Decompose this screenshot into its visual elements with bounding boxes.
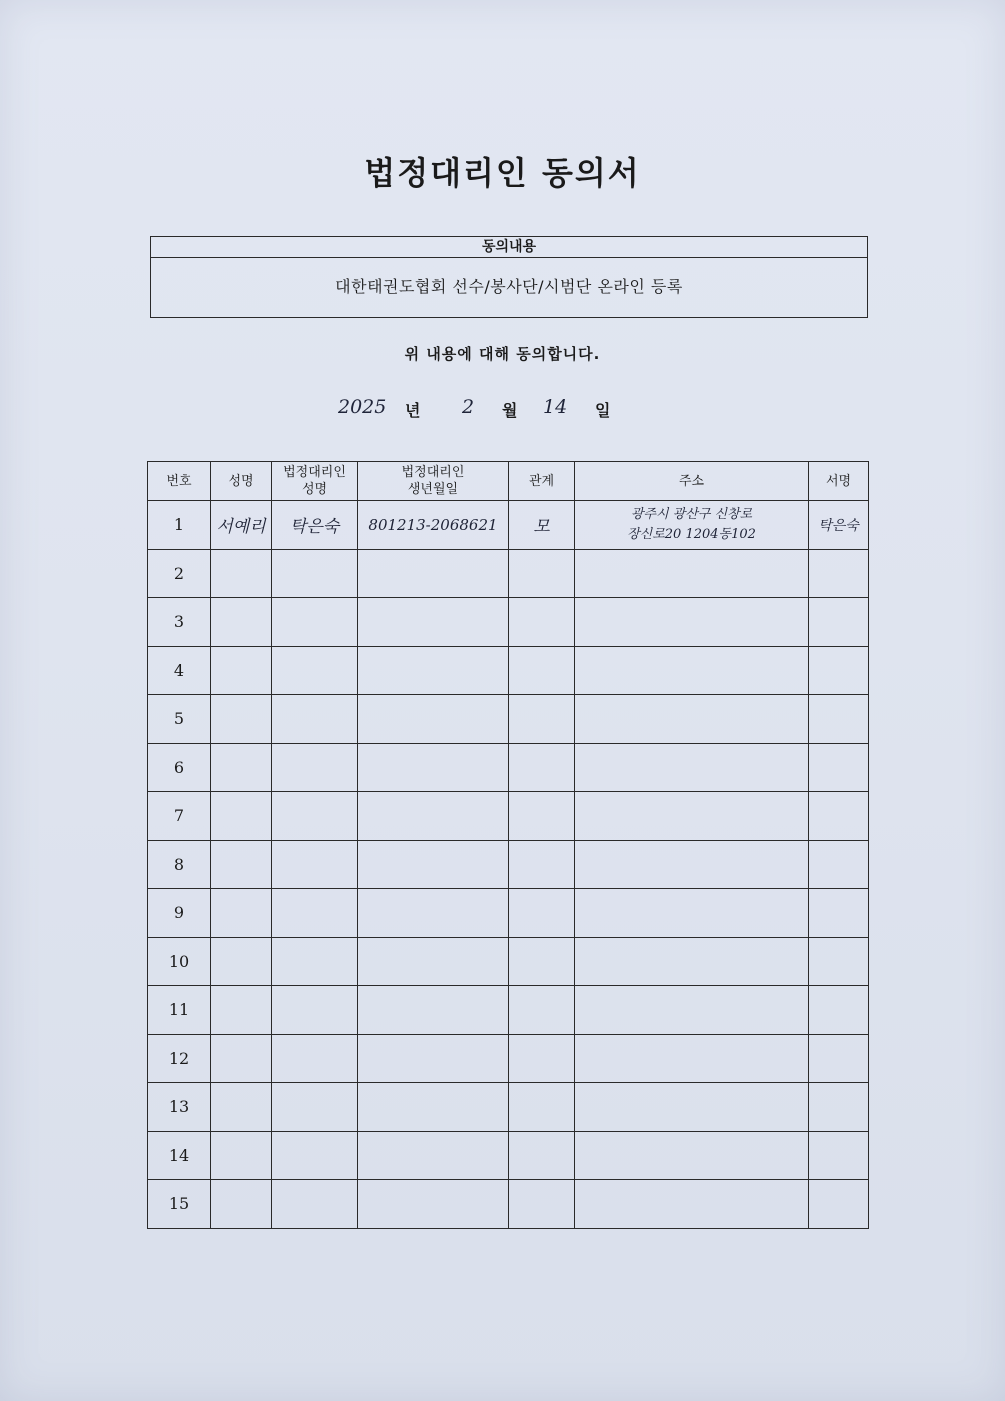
cell-guardian-name xyxy=(272,1083,358,1132)
cell-name xyxy=(211,646,272,695)
cell-address xyxy=(575,743,809,792)
cell-no: 14 xyxy=(148,1131,211,1180)
cell-no: 6 xyxy=(148,743,211,792)
cell-guardian-name xyxy=(272,840,358,889)
cell-name xyxy=(211,1083,272,1132)
cell-address xyxy=(575,1131,809,1180)
cell-signature xyxy=(809,986,869,1035)
cell-guardian-name xyxy=(272,549,358,598)
cell-address xyxy=(575,840,809,889)
table-row xyxy=(148,937,869,986)
header-guardian-birth: 법정대리인 생년월일 xyxy=(358,462,509,501)
cell-address xyxy=(575,646,809,695)
table-row xyxy=(148,1034,869,1083)
date-day-handwritten: 14 xyxy=(543,396,568,418)
cell-relation xyxy=(509,1034,575,1083)
cell-name xyxy=(211,598,272,647)
cell-guardian-name xyxy=(272,792,358,841)
cell-guardian-birth xyxy=(358,549,509,598)
cell-relation xyxy=(509,695,575,744)
cell-guardian-name xyxy=(272,695,358,744)
cell-relation xyxy=(509,937,575,986)
cell-relation xyxy=(509,646,575,695)
address-line-1: 광주시 광산구 신창로 xyxy=(630,506,753,522)
cell-guardian-birth: 801213-2068621 xyxy=(358,501,509,550)
cell-relation xyxy=(509,598,575,647)
cell-address xyxy=(575,937,809,986)
cell-name xyxy=(211,1131,272,1180)
cell-guardian-name: 탁은숙 xyxy=(272,501,358,550)
cell-relation xyxy=(509,840,575,889)
cell-signature xyxy=(809,937,869,986)
date-month-handwritten: 2 xyxy=(462,396,475,418)
cell-guardian-birth xyxy=(358,695,509,744)
cell-address xyxy=(575,549,809,598)
table-row xyxy=(148,1083,869,1132)
date-month-unit: 월 xyxy=(502,401,518,420)
cell-signature xyxy=(809,840,869,889)
cell-guardian-birth xyxy=(358,986,509,1035)
cell-no: 4 xyxy=(148,646,211,695)
cell-relation xyxy=(509,986,575,1035)
cell-signature xyxy=(809,695,869,744)
cell-signature: 탁은숙 xyxy=(809,501,869,550)
cell-guardian-name xyxy=(272,598,358,647)
cell-relation xyxy=(509,1083,575,1132)
cell-address xyxy=(575,695,809,744)
cell-no: 1 xyxy=(148,501,211,550)
cell-no: 2 xyxy=(148,549,211,598)
cell-address xyxy=(575,792,809,841)
cell-name xyxy=(211,792,272,841)
cell-guardian-birth xyxy=(358,598,509,647)
cell-name xyxy=(211,937,272,986)
cell-guardian-birth xyxy=(358,1131,509,1180)
cell-guardian-name xyxy=(272,646,358,695)
cell-no: 3 xyxy=(148,598,211,647)
cell-relation xyxy=(509,1131,575,1180)
cell-name xyxy=(211,1180,272,1229)
cell-relation xyxy=(509,1180,575,1229)
cell-relation xyxy=(509,889,575,938)
cell-no: 15 xyxy=(148,1180,211,1229)
cell-guardian-name xyxy=(272,1034,358,1083)
header-signature: 서명 xyxy=(809,462,869,501)
cell-guardian-name xyxy=(272,1131,358,1180)
cell-guardian-name xyxy=(272,889,358,938)
cell-guardian-birth xyxy=(358,840,509,889)
cell-address xyxy=(575,986,809,1035)
cell-signature xyxy=(809,889,869,938)
cell-guardian-birth xyxy=(358,1180,509,1229)
cell-name xyxy=(211,1034,272,1083)
cell-guardian-birth xyxy=(358,1034,509,1083)
cell-relation xyxy=(509,792,575,841)
document-title: 법정대리인 동의서 xyxy=(364,154,641,192)
cell-no: 10 xyxy=(148,937,211,986)
cell-guardian-birth xyxy=(358,646,509,695)
cell-guardian-birth xyxy=(358,1083,509,1132)
cell-guardian-birth xyxy=(358,792,509,841)
header-no: 번호 xyxy=(148,462,211,501)
cell-guardian-name xyxy=(272,743,358,792)
cell-no: 12 xyxy=(148,1034,211,1083)
table-row xyxy=(148,1180,869,1229)
cell-guardian-birth xyxy=(358,743,509,792)
cell-signature xyxy=(809,549,869,598)
table-row xyxy=(148,1131,869,1180)
cell-relation: 모 xyxy=(509,501,575,550)
cell-no: 11 xyxy=(148,986,211,1035)
cell-signature xyxy=(809,792,869,841)
cell-no: 13 xyxy=(148,1083,211,1132)
cell-relation xyxy=(509,743,575,792)
cell-address xyxy=(575,1083,809,1132)
table-row xyxy=(148,986,869,1035)
cell-name xyxy=(211,743,272,792)
cell-guardian-birth xyxy=(358,937,509,986)
agreement-statement: 위 내용에 대해 동의합니다. xyxy=(404,345,601,363)
table-row xyxy=(148,695,869,744)
cell-name xyxy=(211,840,272,889)
table-row xyxy=(148,743,869,792)
cell-relation xyxy=(509,549,575,598)
table-row xyxy=(148,549,869,598)
cell-no: 9 xyxy=(148,889,211,938)
consent-header: 동의내용 xyxy=(151,237,867,258)
table-row xyxy=(148,792,869,841)
cell-guardian-birth xyxy=(358,889,509,938)
date-day-unit: 일 xyxy=(595,401,611,420)
address-line-2: 장신로20 1204동102 xyxy=(627,526,756,542)
cell-no: 5 xyxy=(148,695,211,744)
cell-name xyxy=(211,986,272,1035)
cell-signature xyxy=(809,1180,869,1229)
table-row xyxy=(148,501,869,550)
cell-name xyxy=(211,695,272,744)
cell-no: 7 xyxy=(148,792,211,841)
cell-no: 8 xyxy=(148,840,211,889)
cell-address xyxy=(575,1180,809,1229)
date-line xyxy=(0,394,1005,424)
cell-name xyxy=(211,549,272,598)
header-relation: 관계 xyxy=(509,462,575,501)
table-row xyxy=(148,646,869,695)
header-guardian-name: 법정대리인 성명 xyxy=(272,462,358,501)
cell-address xyxy=(575,501,809,550)
header-address: 주소 xyxy=(575,462,809,501)
table-row xyxy=(148,889,869,938)
cell-name xyxy=(211,889,272,938)
cell-signature xyxy=(809,1083,869,1132)
cell-guardian-name xyxy=(272,986,358,1035)
cell-name: 서예리 xyxy=(211,501,272,550)
cell-signature xyxy=(809,1131,869,1180)
table-row xyxy=(148,840,869,889)
table-body xyxy=(148,501,869,1229)
date-year-unit: 년 xyxy=(405,401,421,420)
consent-content-box xyxy=(150,236,868,318)
cell-guardian-name xyxy=(272,1180,358,1229)
cell-signature xyxy=(809,646,869,695)
cell-address xyxy=(575,598,809,647)
cell-address xyxy=(575,1034,809,1083)
cell-signature xyxy=(809,598,869,647)
cell-signature xyxy=(809,743,869,792)
cell-guardian-name xyxy=(272,937,358,986)
date-year-handwritten: 2025 xyxy=(338,396,387,418)
cell-signature xyxy=(809,1034,869,1083)
header-name: 성명 xyxy=(211,462,272,501)
table-header-row xyxy=(148,462,869,501)
table-row xyxy=(148,598,869,647)
guardian-roster-table xyxy=(147,461,869,1229)
cell-address xyxy=(575,889,809,938)
consent-body: 대한태권도협회 선수/봉사단/시범단 온라인 등록 xyxy=(335,277,683,296)
